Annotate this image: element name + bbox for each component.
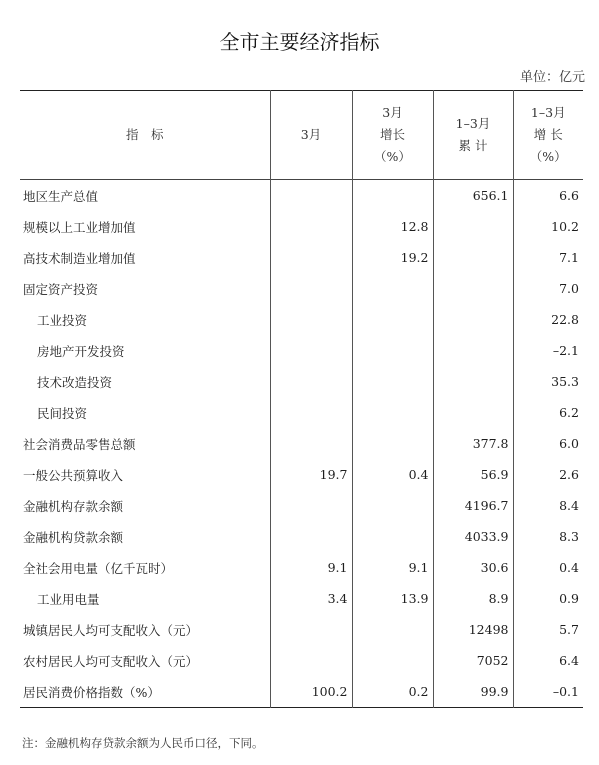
footnote: 注：金融机构存贷款余额为人民币口径，下同。 — [22, 736, 264, 750]
march-growth: 0.2 — [352, 676, 433, 708]
table-row — [20, 583, 583, 614]
march-value — [270, 645, 352, 676]
march-growth — [352, 180, 433, 212]
march-value — [270, 490, 352, 521]
indicator-name: 固定资产投资 — [23, 281, 99, 297]
table-row — [20, 645, 583, 676]
cumulative-value — [433, 211, 513, 242]
cumulative-growth: 7.0 — [513, 273, 583, 304]
march-growth: 9.1 — [352, 552, 433, 583]
march-value — [270, 428, 352, 459]
cumulative-value: 377.8 — [433, 428, 513, 459]
indicator-name: 居民消费价格指数（%） — [23, 684, 160, 700]
cumulative-growth: 8.4 — [513, 490, 583, 521]
cumulative-growth: 35.3 — [513, 366, 583, 397]
indicator-name: 一般公共预算收入 — [23, 467, 124, 483]
cumulative-value — [433, 242, 513, 273]
header-march-growth — [352, 91, 433, 180]
cumulative-value — [433, 366, 513, 397]
table-row — [20, 273, 583, 304]
table-row — [20, 335, 583, 366]
cumulative-value: 12498 — [433, 614, 513, 645]
march-value — [270, 242, 352, 273]
march-value: 9.1 — [270, 552, 352, 583]
cumulative-growth: 0.9 — [513, 583, 583, 614]
march-value — [270, 304, 352, 335]
header-cumulative-growth-line-3: （%） — [529, 149, 567, 164]
header-march-growth-line-3: （%） — [374, 149, 411, 164]
march-growth — [352, 273, 433, 304]
cumulative-value: 99.9 — [433, 676, 513, 708]
march-value: 3.4 — [270, 583, 352, 614]
march-value — [270, 614, 352, 645]
march-growth: 0.4 — [352, 459, 433, 490]
cumulative-value: 4033.9 — [433, 521, 513, 552]
indicator-name: 工业投资 — [37, 312, 88, 328]
cumulative-growth: –2.1 — [513, 335, 583, 366]
cumulative-growth: 10.2 — [513, 211, 583, 242]
cumulative-growth: 22.8 — [513, 304, 583, 335]
indicator-name: 技术改造投资 — [37, 374, 113, 390]
cumulative-value — [433, 304, 513, 335]
indicator-name: 农村居民人均可支配收入（元） — [23, 653, 199, 669]
march-growth — [352, 397, 433, 428]
header-indicator — [20, 91, 270, 180]
indicator-name: 规模以上工业增加值 — [23, 219, 136, 235]
indicator-name: 全社会用电量（亿千瓦时） — [23, 560, 174, 576]
march-value — [270, 273, 352, 304]
march-growth: 12.8 — [352, 211, 433, 242]
header-indicator-label: 指 标 — [125, 127, 164, 142]
header-cumulative-line-2: 累 计 — [458, 138, 488, 153]
table-header-row — [20, 91, 583, 180]
cumulative-growth: 2.6 — [513, 459, 583, 490]
cumulative-growth: 6.6 — [513, 180, 583, 212]
cumulative-value: 4196.7 — [433, 490, 513, 521]
table-row — [20, 242, 583, 273]
cumulative-growth: 8.3 — [513, 521, 583, 552]
cumulative-value: 8.9 — [433, 583, 513, 614]
cumulative-growth: –0.1 — [513, 676, 583, 708]
march-growth — [352, 428, 433, 459]
table-row — [20, 552, 583, 583]
march-value — [270, 366, 352, 397]
header-cumulative-growth-line-2: 增 长 — [533, 127, 563, 142]
indicator-name: 金融机构存款余额 — [23, 498, 124, 514]
indicator-name: 高技术制造业增加值 — [23, 250, 136, 266]
header-march-growth-line-2: 增长 — [379, 127, 405, 142]
march-growth — [352, 645, 433, 676]
cumulative-growth: 7.1 — [513, 242, 583, 273]
march-value — [270, 335, 352, 366]
table-row — [20, 397, 583, 428]
cumulative-value — [433, 397, 513, 428]
table-row — [20, 490, 583, 521]
header-cumulative — [433, 91, 513, 180]
table-row — [20, 304, 583, 335]
indicator-name: 民间投资 — [37, 405, 88, 421]
cumulative-growth: 0.4 — [513, 552, 583, 583]
table-row — [20, 459, 583, 490]
cumulative-value: 56.9 — [433, 459, 513, 490]
march-growth — [352, 614, 433, 645]
table-row — [20, 521, 583, 552]
table-row — [20, 614, 583, 645]
table-row — [20, 366, 583, 397]
indicator-name: 社会消费品零售总额 — [23, 436, 136, 452]
indicator-name: 房地产开发投资 — [37, 343, 125, 359]
march-growth: 13.9 — [352, 583, 433, 614]
march-growth — [352, 521, 433, 552]
march-value — [270, 211, 352, 242]
indicator-name: 城镇居民人均可支配收入（元） — [23, 622, 199, 638]
march-growth — [352, 366, 433, 397]
march-growth: 19.2 — [352, 242, 433, 273]
cumulative-value: 656.1 — [433, 180, 513, 212]
header-cumulative-line-1: 1–3月 — [455, 116, 491, 131]
unit-label: 单位：亿元 — [519, 70, 585, 85]
indicator-name: 地区生产总值 — [23, 188, 99, 204]
cumulative-growth: 5.7 — [513, 614, 583, 645]
cumulative-growth: 6.2 — [513, 397, 583, 428]
table-body — [20, 180, 583, 708]
header-cumulative-growth-line-1: 1–3月 — [530, 105, 566, 120]
header-march-growth-line-1: 3月 — [382, 105, 403, 120]
march-value — [270, 180, 352, 212]
header-march — [270, 91, 352, 180]
indicator-name: 工业用电量 — [37, 591, 100, 607]
march-value: 19.7 — [270, 459, 352, 490]
indicators-table — [20, 90, 583, 708]
march-value: 100.2 — [270, 676, 352, 708]
indicator-name: 金融机构贷款余额 — [23, 529, 124, 545]
cumulative-value — [433, 335, 513, 366]
march-value — [270, 521, 352, 552]
march-growth — [352, 304, 433, 335]
cumulative-value — [433, 273, 513, 304]
cumulative-value: 30.6 — [433, 552, 513, 583]
table-row — [20, 428, 583, 459]
march-growth — [352, 335, 433, 366]
march-growth — [352, 490, 433, 521]
cumulative-value: 7052 — [433, 645, 513, 676]
header-march-line-1: 3月 — [300, 127, 322, 142]
header-cumulative-growth — [513, 91, 583, 180]
page-title: 全市主要经济指标 — [219, 30, 380, 54]
table-row — [20, 180, 583, 212]
table-row — [20, 211, 583, 242]
march-value — [270, 397, 352, 428]
table-row — [20, 676, 583, 708]
cumulative-growth: 6.4 — [513, 645, 583, 676]
cumulative-growth: 6.0 — [513, 428, 583, 459]
